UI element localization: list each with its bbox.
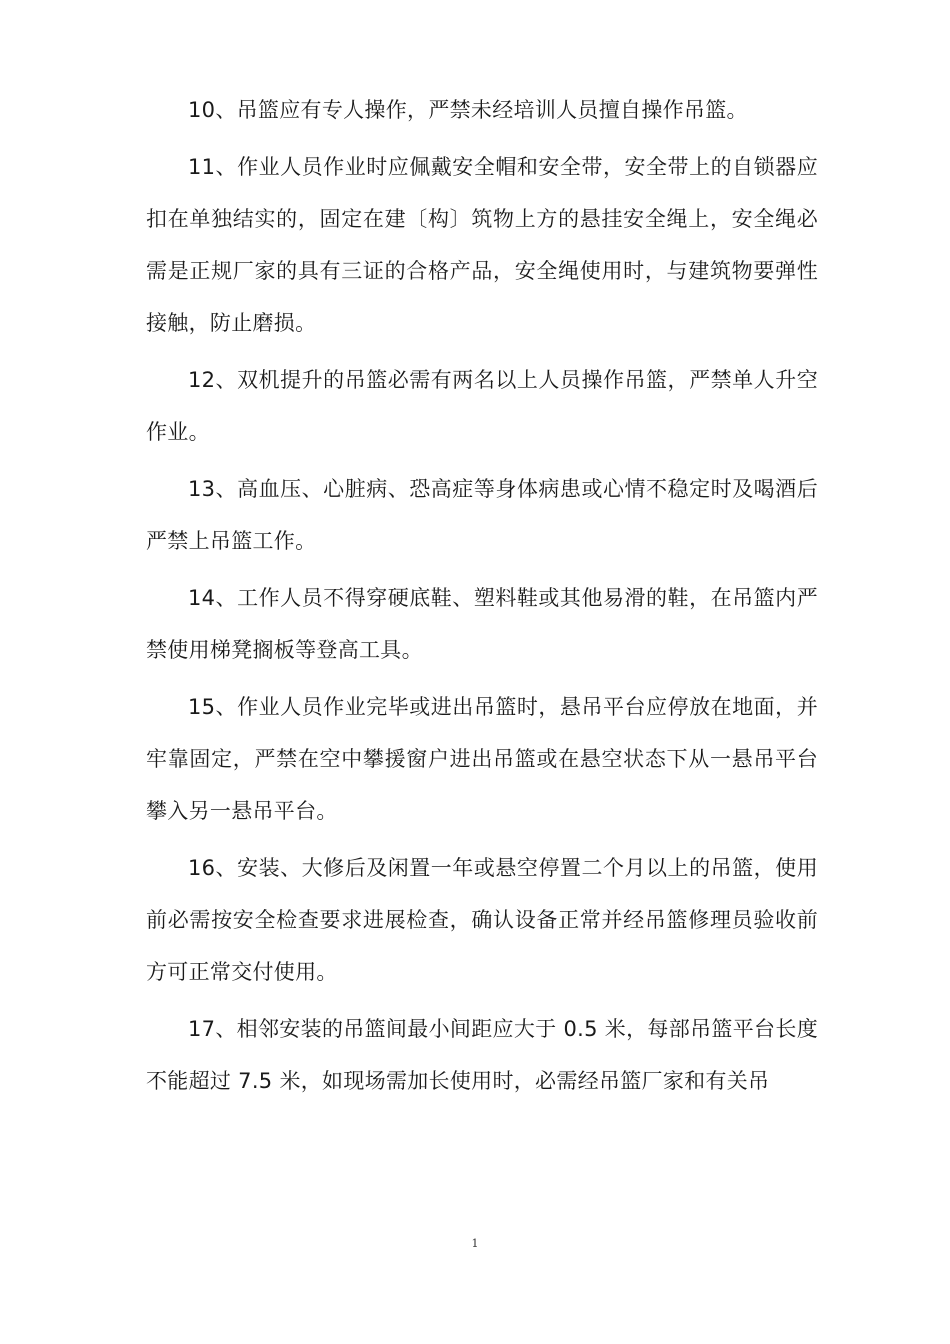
paragraph-16: 16、安装、大修后及闲置一年或悬空停置二个月以上的吊篮，使用前必需按安全检查要求进展检查，确认设备正常并经吊篮修理员验收前方可正常交付使用。 [146,856,818,984]
paragraph-15: 15、作业人员作业完毕或进出吊篮时，悬吊平台应停放在地面，并牢靠固定，严禁在空中攀援窗户进出吊篮或在悬空状态下从一悬吊平台攀入另一悬吊平台。 [146,695,818,823]
paragraph-12: 12、双机提升的吊篮必需有两名以上人员操作吊篮，严禁单人升空作业。 [146,368,818,444]
paragraph-17: 17、相邻安装的吊篮间最小间距应大于 0.5 米，每部吊篮平台长度不能超过 7.5 米，如现场需加长使用时，必需经吊篮厂家和有关吊 [146,1017,818,1093]
document-body [146,84,818,1112]
paragraph-14: 14、工作人员不得穿硬底鞋、塑料鞋或其他易滑的鞋，在吊篮内严禁使用梯凳搁板等登高工具。 [146,586,818,662]
paragraph-10: 10、吊篮应有专人操作，严禁未经培训人员擅自操作吊篮。 [188,98,748,122]
paragraph-11: 11、作业人员作业时应佩戴安全帽和安全带，安全带上的自锁器应扣在单独结实的，固定在建〔构〕筑物上方的悬挂安全绳上，安全绳必需是正规厂家的具有三证的合格产品，安全绳使用时，与建筑物要弹性接触，防止磨损。 [146,155,818,335]
page-number: 1 [471,1237,479,1250]
paragraph-13: 13、高血压、心脏病、恐高症等身体病患或心情不稳定时及喝酒后严禁上吊篮工作。 [146,477,818,553]
